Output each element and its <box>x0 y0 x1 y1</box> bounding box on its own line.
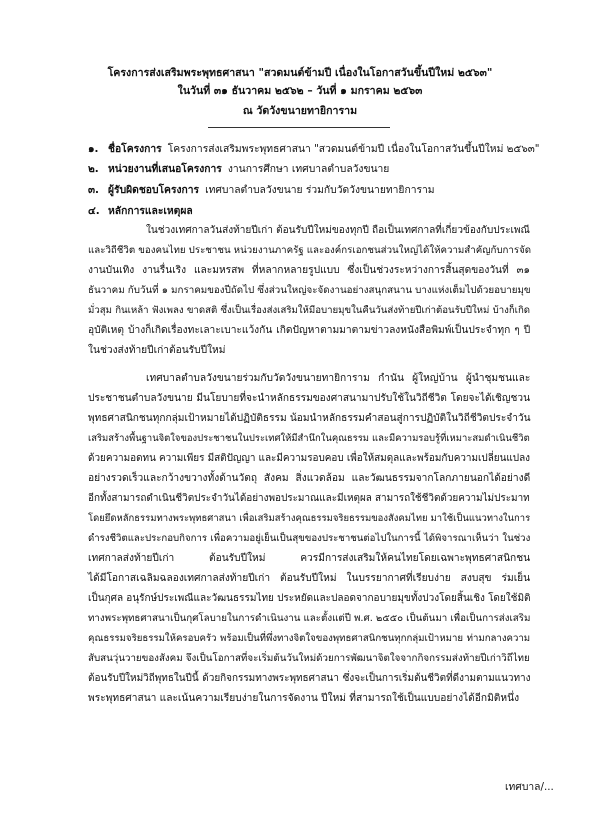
paragraph-1-line: งานบันเทิง งานรื่นเริง และมหรสพ ที่หลากหลายรูปแบบ ซึ่งเป็นช่วงระหว่างการสิ้นสุดของวันที่ ๓๑ <box>88 265 530 276</box>
header-divider <box>208 127 390 128</box>
section-value: งานการศึกษา เทศบาลตำบลวังขนาย <box>227 163 390 175</box>
section-2 <box>88 160 389 177</box>
page-continuation: เทศบาล/... <box>505 781 554 793</box>
paragraph-2-line: เทศกาลส่งท้ายปีเก่า ต้อนรับปีใหม่ ควรมีการส่งเสริมให้คนไทยโดยเฉพาะพุทธศาสนิกชน <box>88 553 531 564</box>
header-line-3: ณ วัดวังขนายทายิการาม <box>242 105 358 117</box>
paragraph-2-line: เทศบาลตำบลวังขนายร่วมกับวัดวังขนายทายิการาม กำนัน ผู้ใหญ่บ้าน ผู้นำชุมชนและ <box>146 373 531 384</box>
section-value: โครงการส่งเสริมพระพุทธศาสนา "สวดมนต์ข้ามปี เนื่องในโอกาสวันขึ้นปีใหม่ ๒๕๖๓" <box>167 143 540 155</box>
section-3 <box>88 181 435 198</box>
section-label: ผู้รับผิดชอบโครงการ <box>108 184 200 196</box>
paragraph-2-line: เสริมสร้างพื้นฐานจิตใจของประชาชนในประเทศให้มีสำนึกในคุณธรรม และมีความรอบรู้ที่เหมาะสมดำเนินชีวิต <box>88 433 530 444</box>
paragraph-2-line: ทางพระพุทธศาสนาเป็นกุศโลบายในการดำเนินงาน และตั้งแต่ปี พ.ศ. ๒๕๕๐ เป็นต้นมา เพื่อเป็นการส่งเสริม <box>88 613 531 624</box>
section-label: ชื่อโครงการ <box>108 143 162 155</box>
paragraph-2-line: ประชาชนตำบลวังขนาย มีนโยบายที่จะนำหลักธรรมของศาสนามาปรับใช้ในวิถีชีวิต โดยจะได้เชิญชวน <box>88 393 531 404</box>
paragraph-2-line: ต้อนรับปีใหม่วิถีพุทธในปีนี้ ด้วยกิจกรรมทางพระพุทธศาสนา ซึ่งจะเป็นการเริ่มต้นชีวิตที่ดีงามตามแนวทาง <box>88 673 531 684</box>
paragraph-1-line: มั่วสุม กินเหล้า ฟังเพลง ขาดสติ ซึ่งเป็นเรื่องส่งเสริมให้มีอบายมุขในคืนวันส่งท้ายปีเก่าต้อนรับปีใหม่ บ้างก็เกิด <box>88 305 531 316</box>
paragraph-2-line: สับสนวุ่นวายของสังคม จึงเป็นโอกาสที่จะเริ่มต้นวันใหม่ด้วยการพัฒนาจิตใจจากกิจกรรมส่งท้ายปีเก่าวิถีไทย <box>88 653 530 664</box>
paragraph-1-line: ในช่วงส่งท้ายปีเก่าต้อนรับปีใหม่ <box>88 345 226 356</box>
section-label: หลักการและเหตุผล <box>108 205 193 217</box>
paragraph-2-line: ดำรงชีวิตและประกอบกิจการ เพื่อความอยู่เย็นเป็นสุขของประชาชนต่อไปในการนี้ ได้พิจารณาเห็นว่า ในช่วง <box>88 533 531 544</box>
paragraph-2-line: อีกทั้งสามารถดำเนินชีวิตประจำวันได้อย่างพอประมาณและมีเหตุผล สามารถใช้ชีวิตด้วยความไม่ประมาท <box>88 493 530 504</box>
paragraph-2-line: ได้มีโอกาสเฉลิมฉลองเทศกาลส่งท้ายปีเก่า ต้อนรับปีใหม่ ในบรรยากาศที่เรียบง่าย สงบสุข ร่มเย็น <box>88 573 531 584</box>
paragraph-2-line: เป็นกุศล อนุรักษ์ประเพณีและวัฒนธรรมไทย ประหยัดและปลอดจากอบายมุขทั้งปวงโดยสิ้นเชิง โดยใช้มิติ <box>88 593 531 604</box>
paragraph-1-line: ในช่วงเทศกาลวันส่งท้ายปีเก่า ต้อนรับปีใหม่ของทุกปี ถือเป็นเทศกาลที่เกี่ยวข้องกับประเพณี <box>146 225 530 236</box>
paragraph-2-line: คุณธรรมจริยธรรมให้ครอบครัว พร้อมเป็นที่พึ่งทางจิตใจของพุทธศาสนิกชนทุกกลุ่มเป้าหมาย ท่ามกลางความ <box>88 633 531 644</box>
section-label: หน่วยงานที่เสนอโครงการ <box>108 163 222 175</box>
section-1 <box>88 140 540 157</box>
section-number: ๓. <box>88 184 99 196</box>
paragraph-2-line: อย่างรวดเร็วและกว้างขวางทั้งด้านวัตถุ สังคม สิ่งแวดล้อม และวัฒนธรรมจากโลกภายนอกได้อย่างดี <box>88 473 531 484</box>
paragraph-2-line: โดยยึดหลักธรรมทางพระพุทธศาสนา เพื่อเสริมสร้างคุณธรรมจริยธรรมของสังคมไทย มาใช้เป็นแนวทางในการ <box>88 513 531 524</box>
paragraph-2-line: พระพุทธศาสนา และเน้นความเรียบง่ายในการจัดงาน ปีใหม่ ที่สามารถใช้เป็นแบบอย่างได้อีกมิติหนึ่ง <box>88 693 520 704</box>
section-value: เทศบาลตำบลวังขนาย ร่วมกับวัดวังขนายทายิการาม <box>205 184 435 196</box>
paragraph-2-line: ด้วยความอดทน ความเพียร มีสติปัญญา และมีความรอบคอบ เพื่อให้สมดุลและพร้อมกับความเปลี่ยนแปลง <box>88 453 531 464</box>
section-number: ๔. <box>88 205 100 217</box>
section-number: ๑. <box>88 143 99 155</box>
header-line-2: ในวันที่ ๓๑ ธันวาคม ๒๕๖๒ – วันที่ ๑ มกราคม ๒๕๖๓ <box>177 85 423 97</box>
paragraph-2-line: พุทธศาสนิกชนทุกกลุ่มเป้าหมายได้ปฏิบัติธรรม น้อมนำหลักธรรมคำสอนสู่การปฏิบัติในวิถีชีวิตประจำวัน <box>88 413 531 424</box>
section-number: ๒. <box>88 163 99 175</box>
section-4 <box>88 202 199 219</box>
header-line-1: โครงการส่งเสริมพระพุทธศาสนา "สวดมนต์ข้ามปี เนื่องในโอกาสวันขึ้นปีใหม่ ๒๕๖๓" <box>107 67 493 79</box>
paragraph-1-line: อุบัติเหตุ บ้างก็เกิดเรื่องทะเลาะเบาะแว้งกัน เกิดปัญหาตามมาตามข่าวลงหนังสือพิมพ์เป็นประจำทุก ๆ ปี <box>88 325 531 336</box>
paragraph-1-line: และวิถีชีวิต ของคนไทย ประชาชน หน่วยงานภาครัฐ และองค์กรเอกชนส่วนใหญ่ได้ให้ความสำคัญกับการจัด <box>88 245 532 256</box>
paragraph-1-line: ธันวาคม กับวันที่ ๑ มกราคมของปีถัดไป ซึ่งส่วนใหญ่จะจัดงานอย่างสนุกสนาน บางแห่งเต็มไปด้วยอบายมุข <box>88 285 531 296</box>
